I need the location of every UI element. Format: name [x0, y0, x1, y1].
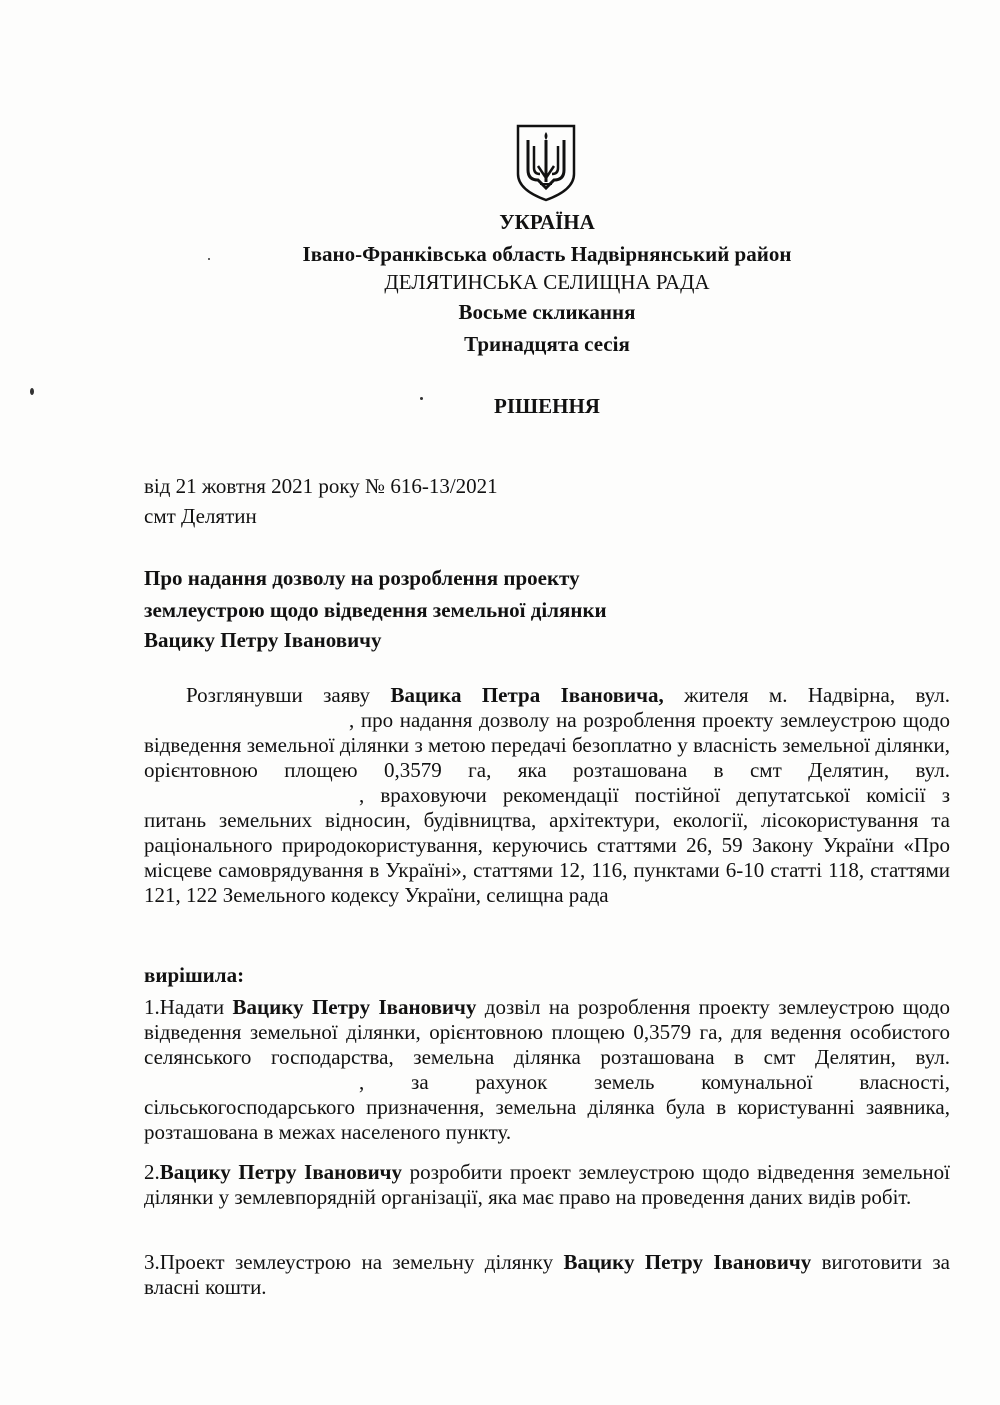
resolved-heading: вирішила: [144, 963, 245, 987]
subject-line-3: Вацику Петру Івановичу [144, 628, 382, 652]
item-text: 1.Надати [144, 995, 233, 1019]
preamble-paragraph [144, 683, 950, 908]
date-number-line: від 21 жовтня 2021 року № 616-13/2021 [144, 474, 498, 498]
convocation-line: Восьме скликання [458, 300, 636, 324]
item-text: , за рахунок земель комунальної власності, сільськогосподарського призначення, земельна ділянка була в користуванні заявника, розташована в межах населеного пункту. [144, 1070, 950, 1144]
item-text: 2. [144, 1160, 160, 1184]
subject-line-1: Про надання дозволу на розроблення проекту [144, 566, 580, 590]
decision-item-2 [144, 1160, 950, 1210]
applicant-name: Вацику Петру Івановичу [563, 1250, 812, 1274]
scan-speck [30, 388, 34, 395]
item-text: виготовити за власні кошти. [144, 1250, 950, 1299]
applicant-name: Вацику Петру Івановичу [232, 995, 477, 1019]
preamble-text: жителя м. Надвірна, вул. [663, 683, 950, 707]
preamble-text: , враховуючи рекомендації постійної депутатської комісії з питань земельних відносин, будівництва, архітектури, екології, лісокористування та раціонального природокористування, керуючись статтями 26, 59 Закону України «Про місцеве самоврядування в Україні», статтями 12, 116, пунктами 6-10 статті 118, статтями 121, 122 Земельного кодексу України, селищна рада [144, 783, 950, 907]
country-title: УКРАЇНА [499, 210, 595, 234]
session-line: Тринадцята сесія [464, 332, 630, 356]
applicant-name: Вацика Петра Івановича, [390, 683, 664, 707]
subject-line-2: землеустрою щодо відведення земельної ділянки [144, 598, 607, 622]
item-text: розробити проект землеустрою щодо відведення земельної ділянки у землевпорядній організації, яка має право на проведення даних видів робіт. [144, 1160, 950, 1209]
item-text: дозвіл на розроблення проекту землеустрою щодо відведення земельної ділянки, орієнтовною площею 0,3579 га, для ведення особистого селянського господарства, земельна ділянка розташована в смт Делятин, вул. [144, 995, 950, 1069]
region-line: Івано-Франківська область Надвірнянський район [302, 242, 792, 266]
council-name: ДЕЛЯТИНСЬКА СЕЛИЩНА РАДА [384, 270, 710, 294]
decision-item-1 [144, 995, 950, 1145]
coat-of-arms-icon [514, 122, 578, 202]
applicant-name: Вацику Петру Івановичу [159, 1160, 403, 1184]
preamble-text: Розглянувши заяву [186, 683, 391, 707]
place-line: смт Делятин [144, 504, 257, 528]
document-type-heading: РІШЕННЯ [494, 394, 600, 418]
scan-speck [208, 258, 210, 260]
item-text: 3.Проект землеустрою на земельну ділянку [144, 1250, 564, 1274]
decision-item-3 [144, 1250, 950, 1300]
scan-speck [420, 397, 423, 400]
preamble-text: , про надання дозволу на розроблення проекту землеустрою щодо відведення земельної ділянки з метою передачі безоплатно у власність земельної ділянки, орієнтовною площею 0,3579 га, яка розташована в смт Делятин, вул. [144, 708, 950, 782]
